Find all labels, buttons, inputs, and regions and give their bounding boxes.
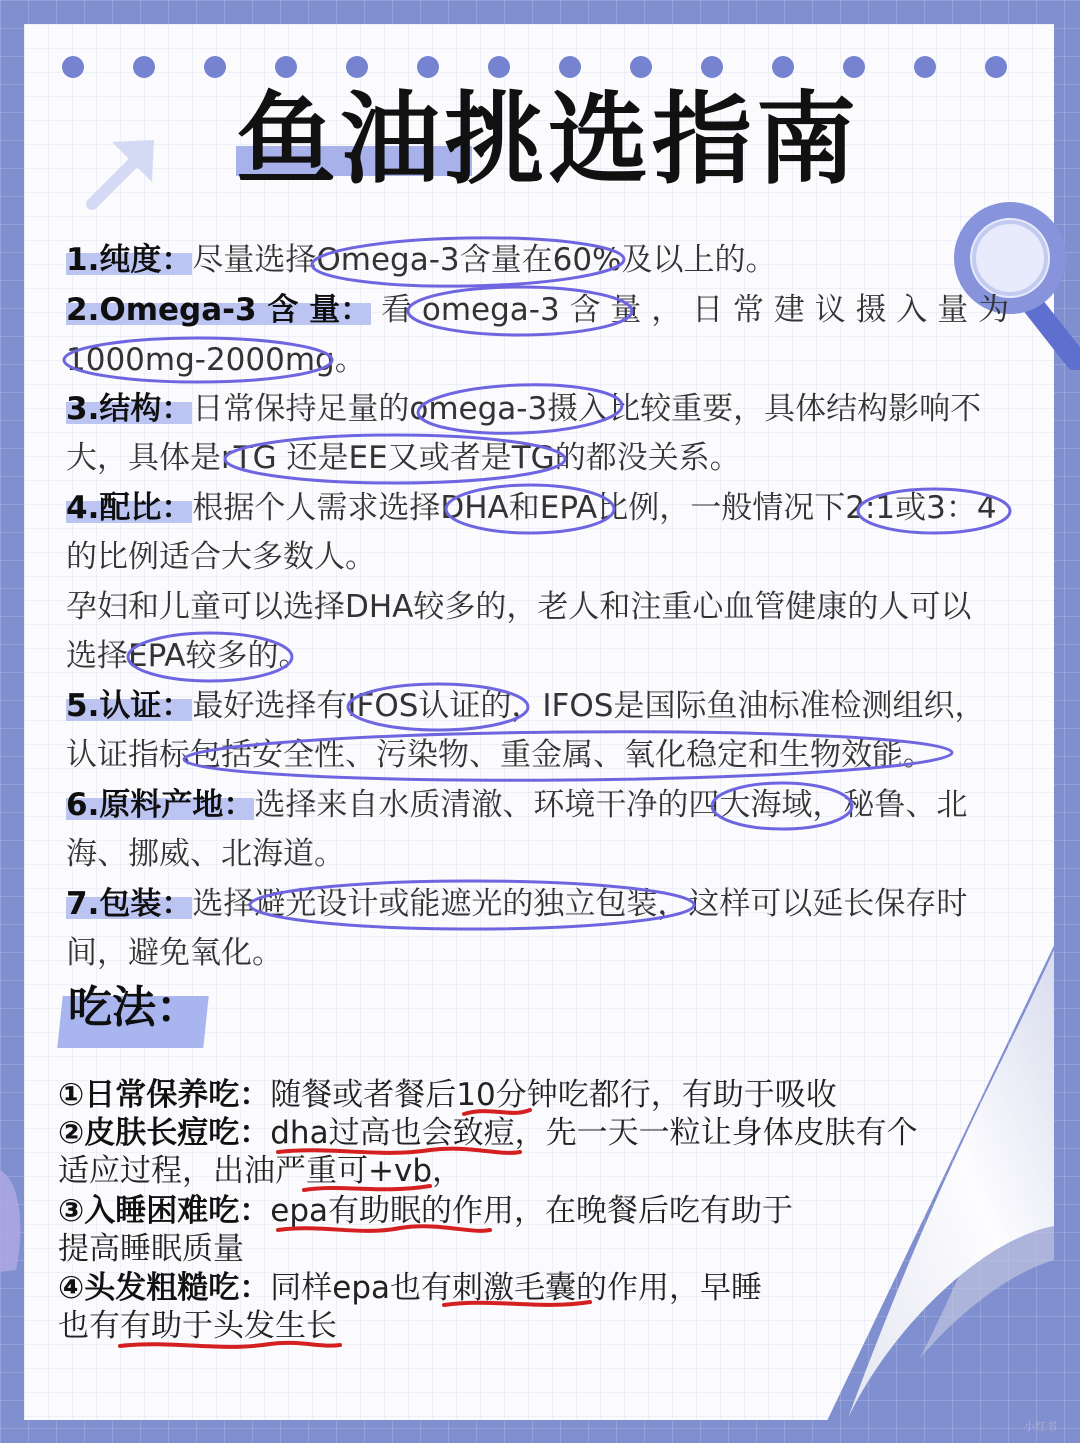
binder-dot (204, 56, 226, 78)
method-text-line: 也有有助于头发生长 (58, 1308, 337, 1344)
binder-dot (346, 56, 368, 78)
section-text-line: 1000mg-2000mg。 (66, 342, 366, 378)
section-label: 3.结构： (66, 391, 193, 427)
binder-dot (914, 56, 936, 78)
binder-dot (488, 56, 510, 78)
section-text-line: 认证指标包括安全性、污染物、重金属、氧化稳定和生物效能。 (66, 737, 934, 773)
section-text-line: 海、挪威、北海道。 (66, 836, 345, 872)
watermark: 小红书 (1024, 1420, 1057, 1433)
section-label: 5.认证： (66, 688, 193, 724)
binder-dot (417, 56, 439, 78)
section-label: 4.配比： (66, 490, 193, 526)
section-text-line: 间，避免氧化。 (66, 935, 283, 971)
method-sleep (58, 1192, 958, 1230)
method-hair (58, 1269, 958, 1307)
section-purity (66, 240, 1016, 280)
method-text-line: 适应过程，出油严重可+vb， (58, 1153, 463, 1189)
section-label: 7.包装： (66, 886, 193, 922)
method-text-line: 提高睡眠质量 (58, 1231, 244, 1267)
method-label: ④头发粗糙吃： (58, 1270, 271, 1306)
section-omega-content (66, 290, 1016, 330)
section-packaging (66, 884, 1016, 924)
section-text: 根据个人需求选择DHA和EPA比例，一般情况下2:1或3：4 (192, 490, 997, 526)
method-title: 吃法： (68, 982, 200, 1033)
pen-decoration (0, 1160, 30, 1280)
section-text: 尽量选择Omega-3含量在60%及以上的。 (192, 242, 777, 278)
method-text: 同样epa也有刺激毛囊的作用，早睡 (270, 1270, 762, 1306)
section-text: 日常保持足量的omega-3摄入比较重要，具体结构影响不 (192, 391, 982, 427)
section-ratio (66, 488, 1016, 528)
binder-dot (701, 56, 723, 78)
binder-dot (62, 56, 84, 78)
binder-dot (275, 56, 297, 78)
title-block (236, 81, 886, 198)
section-text-line: 大，具体是rTG 还是EE又或者是TG的都没关系。 (66, 440, 741, 476)
binder-dot (133, 56, 155, 78)
section-label: 1.纯度： (66, 242, 193, 278)
binder-dot (843, 56, 865, 78)
method-daily (58, 1076, 958, 1114)
binder-dot (985, 56, 1007, 78)
section-text: 选择来自水质清澈、环境干净的四大海域，秘鲁、北 (254, 787, 968, 823)
page-title: 鱼油挑选指南 (236, 81, 860, 198)
binder-dot (630, 56, 652, 78)
section-certification (66, 686, 1016, 726)
binder-dot (559, 56, 581, 78)
section-text-line: 的比例适合大多数人。 (66, 539, 376, 575)
section-text-line: 选择EPA较多的。 (66, 638, 310, 674)
section-text: 选择避光设计或能遮光的独立包装，这样可以延长保存时 (192, 886, 968, 922)
section-text: 看 omega-3 含 量 ， 日 常 建 议 摄 入 量 为 (371, 292, 1010, 328)
section-origin (66, 785, 1016, 825)
method-text: dha过高也会致痘，先一天一粒让身体皮肤有个 (270, 1115, 918, 1151)
method-acne (58, 1114, 958, 1152)
section-structure (66, 389, 1016, 429)
method-label: ②皮肤长痘吃： (58, 1115, 271, 1151)
method-label: ①日常保养吃： (58, 1077, 271, 1113)
section-label: 6.原料产地： (66, 787, 255, 823)
section-label: 2.Omega-3 含 量： (66, 292, 372, 328)
method-label: ③入睡困难吃： (58, 1193, 271, 1229)
section-text-line: 孕妇和儿童可以选择DHA较多的，老人和注重心血管健康的人可以 (66, 589, 972, 625)
method-text: 随餐或者餐后10分钟吃都行，有助于吸收 (270, 1077, 837, 1113)
section-text: 最好选择有IFOS认证的，IFOS是国际鱼油标准检测组织， (192, 688, 986, 724)
binder-dot (772, 56, 794, 78)
arrow-icon (84, 134, 160, 210)
method-text: epa有助眠的作用，在晚餐后吃有助于 (270, 1193, 793, 1229)
